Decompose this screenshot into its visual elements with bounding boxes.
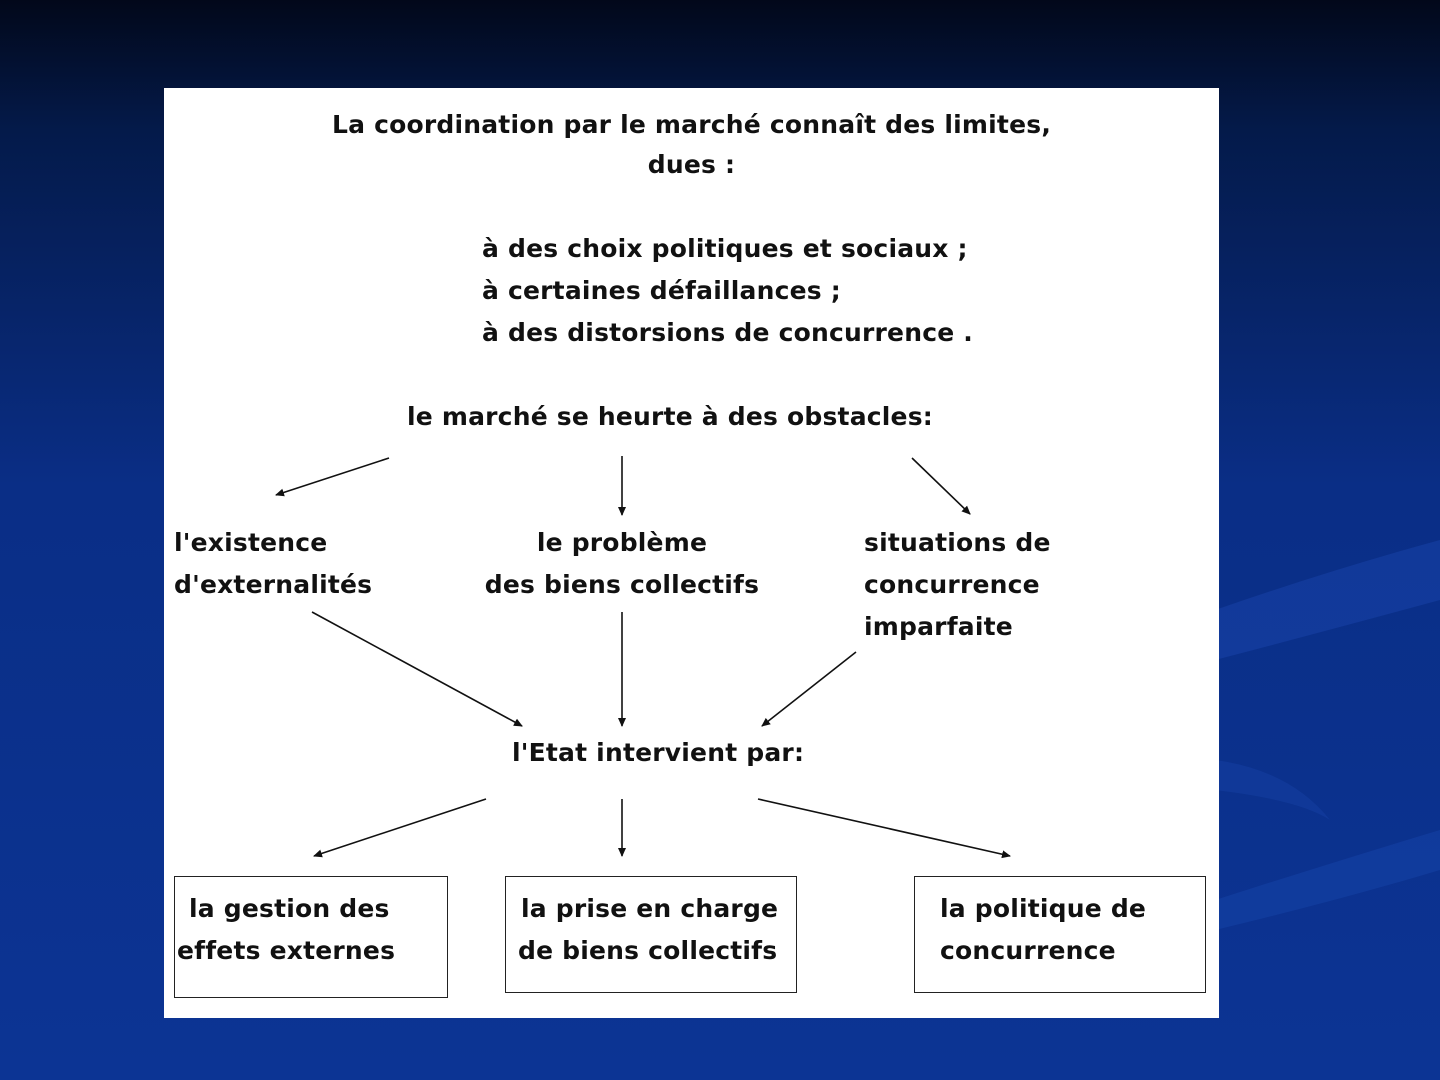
cause-distortions: à des distorsions de concurrence . bbox=[482, 318, 973, 347]
action-public-goods-line-1: la prise en charge bbox=[521, 894, 779, 923]
action-box-externalities-management bbox=[174, 876, 448, 998]
title-line-2: dues : bbox=[647, 150, 736, 179]
title-line-1: La coordination par le marché connaît des limites, bbox=[331, 110, 1052, 139]
obstacle-imperfect-competition-line-3: imparfaite bbox=[864, 612, 1013, 641]
action-public-goods-line-2: de biens collectifs bbox=[518, 936, 778, 965]
arrow-to-externalities bbox=[276, 458, 389, 495]
arrow-state-to-externalities-management bbox=[314, 799, 486, 856]
obstacle-externalities-line-2: d'externalités bbox=[174, 570, 373, 599]
action-box-competition-policy bbox=[914, 876, 1206, 993]
arrow-competition-to-state bbox=[762, 652, 856, 726]
arrow-state-to-competition-policy bbox=[758, 799, 1010, 856]
cause-political-social: à des choix politiques et sociaux ; bbox=[482, 234, 968, 263]
obstacles-heading: le marché se heurte à des obstacles: bbox=[407, 402, 933, 431]
action-externalities-line-1: la gestion des bbox=[189, 894, 390, 923]
obstacle-externalities-line-1: l'existence bbox=[174, 528, 328, 557]
arrow-externalities-to-state bbox=[312, 612, 522, 726]
cause-failures: à certaines défaillances ; bbox=[482, 276, 841, 305]
obstacle-imperfect-competition-line-1: situations de bbox=[864, 528, 1051, 557]
action-box-public-goods-care bbox=[505, 876, 797, 993]
obstacle-imperfect-competition-line-2: concurrence bbox=[864, 570, 1040, 599]
arrow-to-imperfect-competition bbox=[912, 458, 970, 514]
action-externalities-line-2: effets externes bbox=[177, 936, 396, 965]
slide-panel bbox=[164, 88, 1219, 1018]
state-heading: l'Etat intervient par: bbox=[512, 738, 805, 767]
action-competition-line-2: concurrence bbox=[940, 936, 1116, 965]
obstacle-public-goods-line-2: des biens collectifs bbox=[484, 570, 760, 599]
obstacle-public-goods-line-1: le problème bbox=[536, 528, 708, 557]
action-competition-line-1: la politique de bbox=[940, 894, 1147, 923]
